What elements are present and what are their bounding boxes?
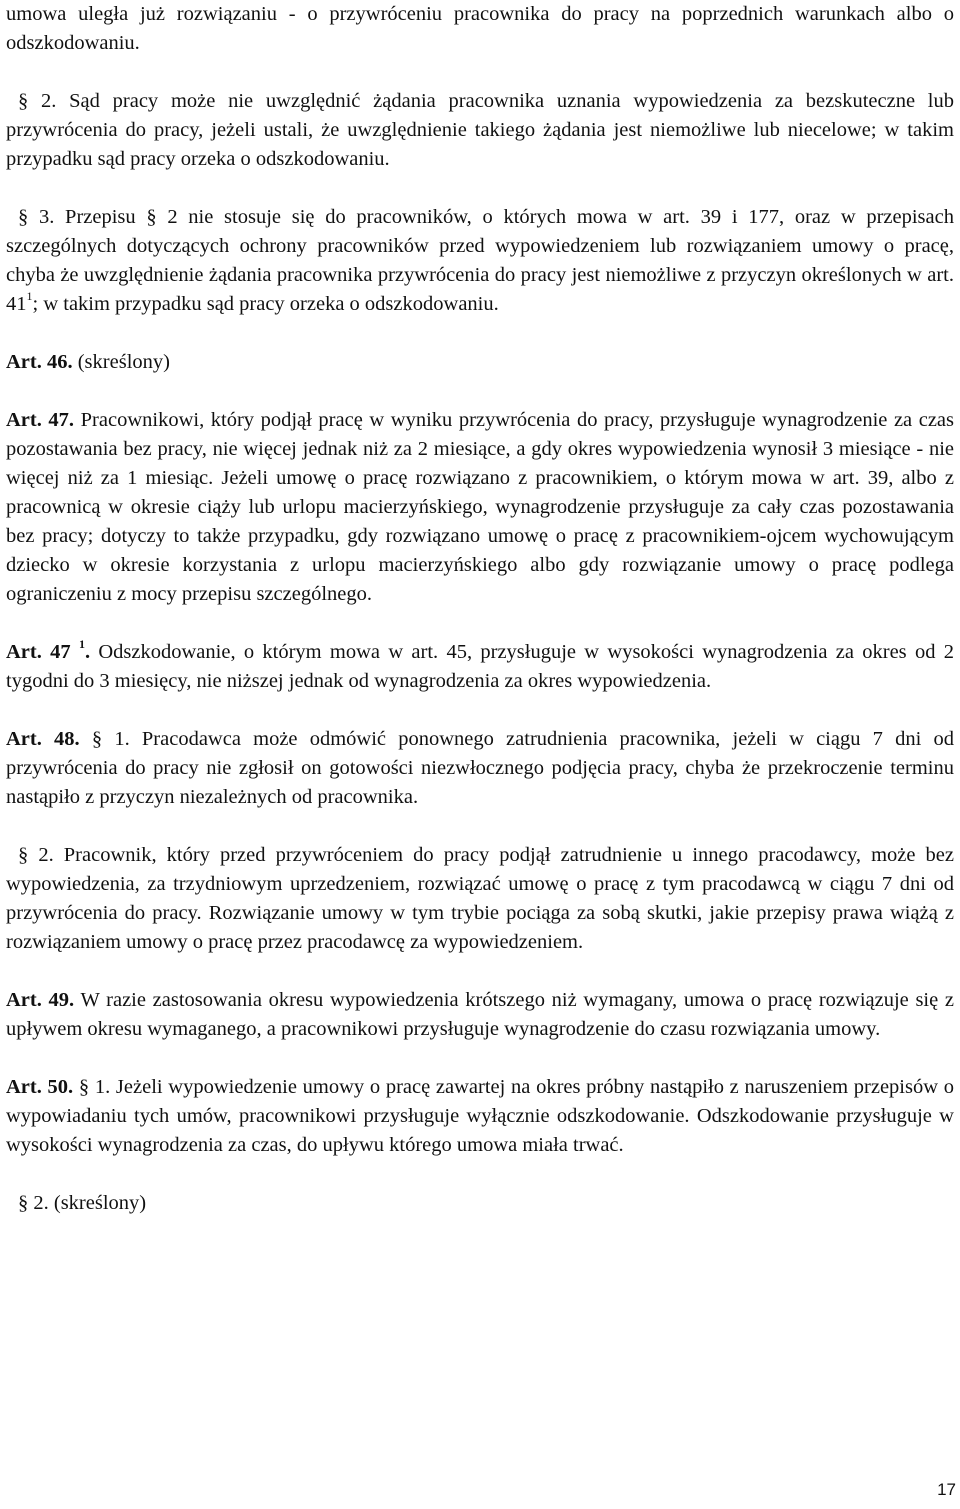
- article-47-1: Art. 47 $^1$. Odszkodowanie, o którym mowa w art. 45, przysługuje w wysokości wynagrodzenia za okres od 2 tygodni do 3 miesięcy, nie niższej jednak od wynagrodzenia za okres wypowiedzenia.: [6, 637, 954, 692]
- article-49: Art. 49. W razie zastosowania okresu wypowiedzenia krótszego niż wymagany, umowa o pracę rozwiązuje się z upływem okresu wymaganego, a pracownikowi przysługuje wynagrodzenie do czasu rozwiązania umowy.: [6, 989, 954, 1040]
- paragraph-continuation: umowa uległa już rozwiązaniu - o przywróceniu pracownika do pracy na poprzednich warunkach albo o odszkodowaniu.: [6, 3, 954, 54]
- article-label: Art. 50.: [6, 1076, 74, 1098]
- article-label: Art. 47.: [6, 409, 75, 431]
- document-page: [6, 0, 954, 1218]
- article-48-section-2: § 2. Pracownik, który przed przywróceniem do pracy podjął zatrudnienie u innego pracodawcy, może bez wypowiedzenia, za trzydniowym uprzedzeniem, rozwiązać umowę o pracę z tym pracodawcą w ciągu 7 dni od przywrócenia do pracy. Rozwiązanie umowy w tym trybie pociąga za sobą skutki, jakie przepisy prawa wiążą z rozwiązaniem umowy o pracę przez pracodawcę za wypowiedzeniem.: [6, 844, 954, 953]
- paragraph-section-3: § 3. Przepisu § 2 nie stosuje się do pracowników, o których mowa w art. 39 i 177, oraz w przepisach szczególnych dotyczących ochrony pracowników przed wypowiedzeniem lub rozwiązaniem umowy o pracę, chyba że uwzględnienie żądania pracownika przywrócenia do pracy jest niemożliwe z przyczyn określonych w art. $41^1$; w takim przypadku sąd pracy orzeka o odszkodowaniu.: [6, 206, 954, 315]
- article-label: Art. 49.: [6, 989, 75, 1011]
- article-50-section-1: Art. 50. § 1. Jeżeli wypowiedzenie umowy o pracę zawartej na okres próbny nastąpiło z naruszeniem przepisów o wypowiadaniu tych umów, pracownikowi przysługuje wyłącznie odszkodowanie. Odszkodowanie przysługuje w wysokości wynagrodzenia za czas, do upływu którego umowa miała trwać.: [6, 1076, 954, 1156]
- article-48-section-1: Art. 48. § 1. Pracodawca może odmówić ponownego zatrudnienia pracownika, jeżeli w ciągu 7 dni od przywrócenia do pracy nie zgłosił on gotowości niezwłocznego podjęcia pracy, chyba że przekroczenie terminu nastąpiło z przyczyn niezależnych od pracownika.: [6, 728, 955, 808]
- article-label: Art. 47 $^1$.: [6, 637, 91, 663]
- article-label: Art. 46.: [6, 351, 73, 373]
- page-number: 17: [937, 1480, 956, 1499]
- paragraph-section-2: § 2. Sąd pracy może nie uwzględnić żądania pracownika uznania wypowiedzenia za bezskuteczne lub przywrócenia do pracy, jeżeli ustali, że uwzględnienie takiego żądania jest niemożliwe lub niecelowe; w takim przypadku sąd pracy orzeka o odszkodowaniu.: [6, 90, 954, 170]
- article-50-section-2: § 2. (skreślony): [18, 1192, 147, 1214]
- article-label: Art. 48.: [6, 728, 80, 750]
- article-46: Art. 46. (skreślony): [6, 351, 170, 373]
- superscript: 1: [26, 289, 33, 304]
- article-47: Art. 47. Pracownikowi, który podjął pracę w wyniku przywrócenia do pracy, przysługuje wynagrodzenie za czas pozostawania bez pracy, nie więcej jednak niż za 2 miesiące, a gdy okres wypowiedzenia wynosił 3 miesiące - nie więcej niż za 1 miesiąc. Jeżeli umowę o pracę rozwiązano z pracownikiem, o którym mowa w art. 39, albo z pracownicą w okresie ciąży lub urlopu macierzyńskiego, wynagrodzenie przysługuje za cały czas pozostawania bez pracy; dotyczy to także przypadku, gdy rozwiązano umowę o pracę z pracownikiem-ojcem wychowującym dziecko w okresie korzystania z urlopu macierzyńskiego albo gdy rozwiązanie umowy o pracę podlega ograniczeniu z mocy przepisu szczególnego.: [6, 409, 954, 605]
